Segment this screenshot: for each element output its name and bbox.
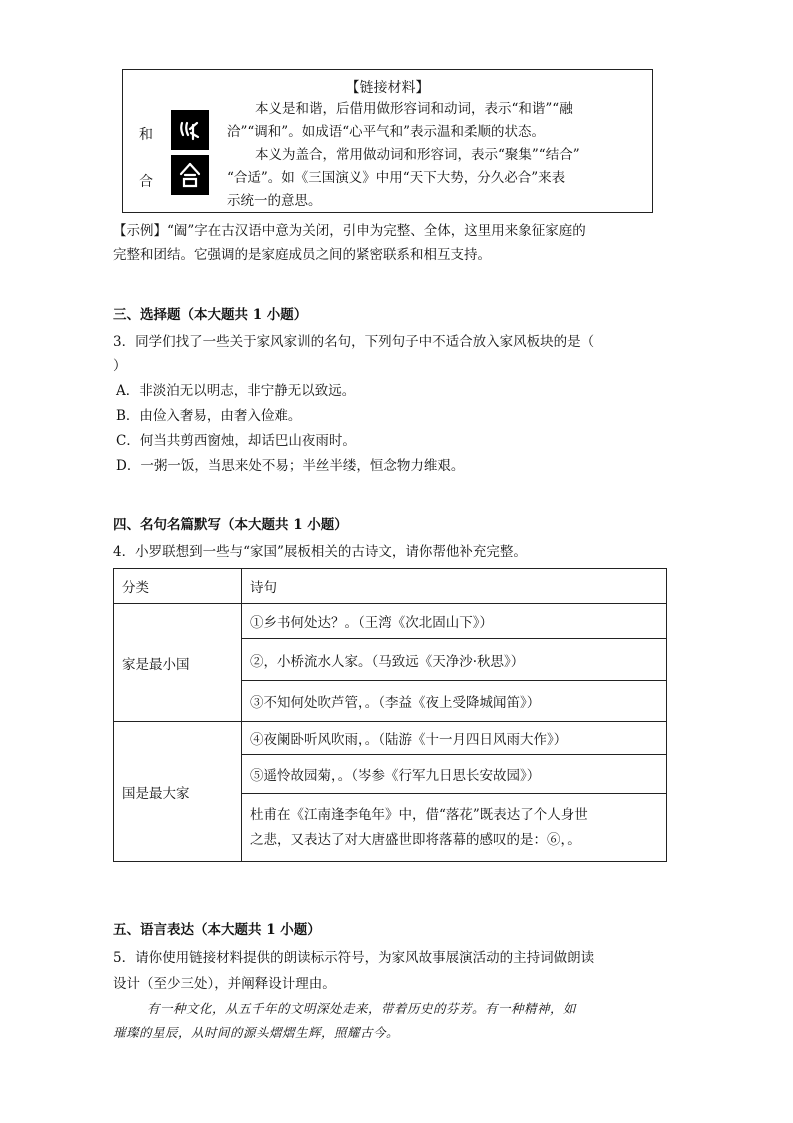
blank-3[interactable]: ③不知何处吹芦管，。（李益《夜上受降城闻笛》） [242, 681, 667, 722]
passage-line2: 璀璨的星辰，从时间的源头熠熠生辉，照耀古今。 [113, 1025, 400, 1040]
q3-option-a[interactable]: A．非淡泊无以明志，非宁静无以致远。 [116, 383, 356, 399]
table-header-row [114, 569, 667, 604]
he-line2: 洽”“调和”。如成语“心平气和”表示温和柔顺的状态。 [227, 124, 546, 140]
q3-option-b[interactable]: B．由俭入奢易，由奢入俭难。 [116, 408, 302, 424]
he2-line2: “合适”。如《三国演义》中用“天下大势，分久必合”来表 [227, 170, 566, 186]
q5-line2: 设计（至少三处），并阐释设计理由。 [113, 976, 336, 992]
example-line2: 完整和团结。它强调的是家庭成员之间的紧密联系和相互支持。 [113, 247, 491, 263]
he-line1: 本义是和谐，后借用做形容词和动词，表示“和谐”“融 [255, 101, 573, 117]
section5-heading: 五、语言表达（本大题共 1 小题） [113, 922, 321, 938]
category-nation: 国是最大家 [114, 722, 242, 862]
blank-5[interactable]: ⑤遥怜故园菊，。（岑参《行军九日思长安故园》） [242, 755, 667, 794]
blank-4[interactable]: ④夜阑卧听风吹雨，。（陆游《十一月四日风雨大作》） [242, 722, 667, 755]
table-header-category: 分类 [114, 569, 242, 604]
q3-line1: 3．同学们找了一些关于家风家训的名句，下列句子中不适合放入家风板块的是（ [113, 334, 595, 350]
blank-6-line2: 之悲，又表达了对大唐盛世即将落幕的感叹的是：⑥，。 [250, 831, 581, 848]
q3-option-d[interactable]: D．一粥一饭，当思来处不易；半丝半缕，恒念物力维艰。 [116, 458, 465, 474]
blank-6[interactable] [242, 794, 667, 862]
example-line1: 【示例】“阖”字在古汉语中意为关闭，引申为完整、全体，这里用来象征家庭的 [113, 223, 586, 239]
link-material-title: 【链接材料】 [345, 80, 430, 96]
category-home: 家是最小国 [114, 604, 242, 722]
link-material-box [122, 69, 653, 213]
char-he2-label: 合 [139, 174, 153, 190]
he2-line3: 示统一的意思。 [227, 193, 322, 209]
table-row [114, 722, 667, 755]
passage-line1: 有一种文化，从五千年的文明深处走来，带着历史的芬芳。有一种精神，如 [147, 1001, 577, 1016]
blank-1[interactable]: ①乡书何处达？。（王湾《次北固山下》） [242, 604, 667, 639]
blank-6-line1: 杜甫在《江南逢李龟年》中，借“落花”既表达了个人身世 [250, 806, 588, 823]
he2-line1: 本义为盖合，常用做动词和形容词，表示“聚集”“结合” [255, 147, 580, 163]
q4-line: 4．小罗联想到一些与“家国”展板相关的古诗文，请你帮他补充完整。 [113, 544, 527, 560]
oracle-glyph-he-icon [171, 110, 209, 150]
section3-heading: 三、选择题（本大题共 1 小题） [113, 307, 308, 323]
section4-heading: 四、名句名篇默写（本大题共 1 小题） [113, 517, 348, 533]
char-he-label: 和 [139, 127, 153, 143]
blank-2[interactable]: ②，小桥流水人家。（马致远《天净沙·秋思》） [242, 639, 667, 681]
oracle-glyph-he2-icon [171, 155, 209, 195]
q3-line2: ） [113, 358, 127, 374]
q3-option-c[interactable]: C．何当共剪西窗烛，却话巴山夜雨时。 [116, 433, 356, 449]
q5-line1: 5．请你使用链接材料提供的朗读标示符号，为家风故事展演活动的主持词做朗读 [113, 950, 595, 966]
table-header-poem: 诗句 [242, 569, 667, 604]
table-row [114, 604, 667, 639]
poem-table [113, 568, 667, 862]
